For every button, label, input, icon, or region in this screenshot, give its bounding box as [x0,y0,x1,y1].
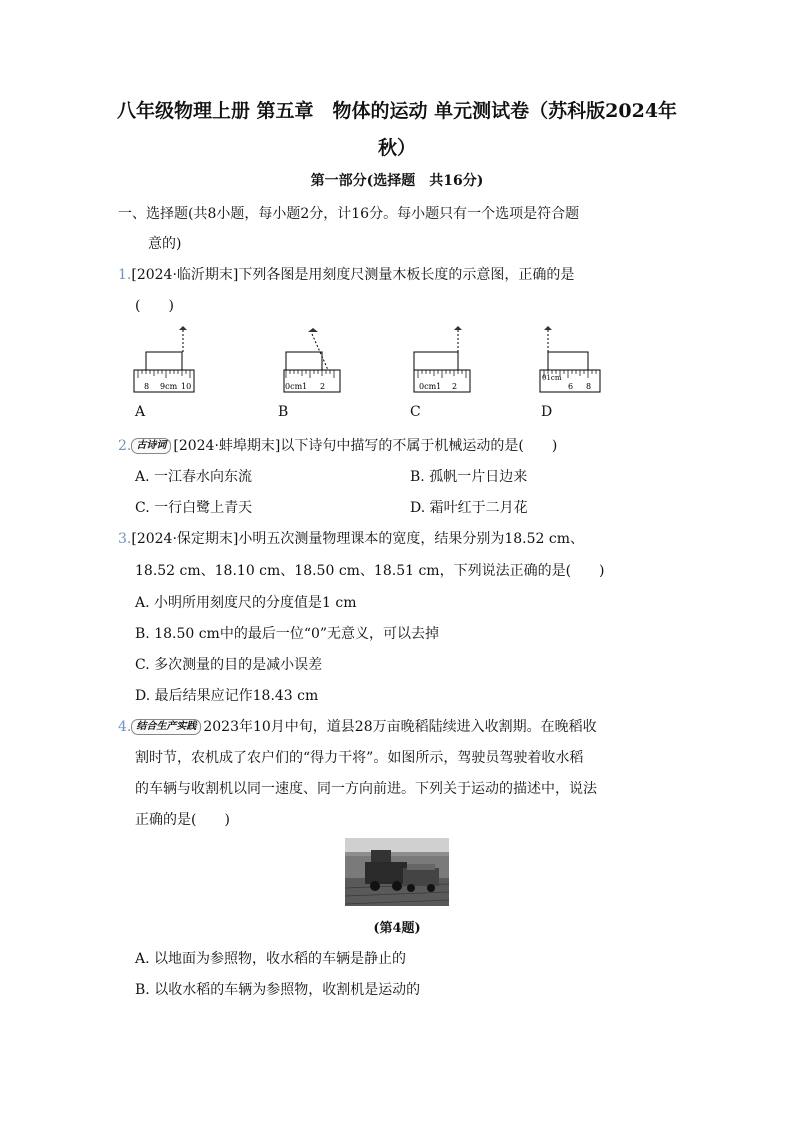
question-number: 1. [118,267,132,283]
eye-icon [179,326,187,330]
question-4-cont: 正确的是( ) [135,812,230,828]
option-c: C. 一行白鹭上青天 [135,500,253,516]
question-text: [2024·保定期末]小明五次测量物理课本的宽度，结果分别为18.52 cm、 [131,531,585,547]
option-a: A. 小明所用刻度尺的分度值是1 cm [135,595,357,611]
option-b: B. 以收水稻的车辆为参照物，收割机是运动的 [135,982,421,998]
ruler-figure-d [540,326,600,392]
figure-choice-c: C [410,404,421,420]
ruler-label: 6 [568,382,574,391]
tag-badge: 古诗词 [131,438,171,454]
option-a: A. 以地面为参照物，收水稻的车辆是静止的 [135,951,407,967]
option-d: D. 霜叶红于二月花 [410,500,528,516]
figure-choice-b: B [278,404,289,420]
ruler-figures [128,322,708,398]
question-4 [118,716,597,736]
question-3-cont: 18.52 cm、18.10 cm、18.50 cm、18.51 cm，下列说法正确的是( ) [135,563,605,579]
document-title-line1: 八年级物理上册 第五章 物体的运动 单元测试卷（苏科版2024年 [116,100,678,122]
ruler-figure-c [414,326,470,392]
ruler-label: 8 [586,382,592,391]
document-title-line2: 秋） [377,137,416,159]
question-text: [2024·蚌埠期末]以下诗句中描写的不属于机械运动的是( ) [173,438,558,454]
ruler-figure-a [134,326,194,392]
question-text: 2023年10月中旬，道县28万亩晚稻陆续进入收割期。在晚稻收 [203,719,597,735]
ruler-label: 01cm [542,374,562,382]
option-a: A. 一江春水向东流 [135,469,253,485]
question-2 [118,435,557,455]
answer-paren: ( ) [135,298,174,314]
question-3 [118,528,584,548]
ruler-label: 2 [452,382,458,391]
section-heading-cont: 意的) [148,236,182,252]
ruler-label: 9cm [160,382,178,391]
question-number: 2. [118,438,132,454]
section-heading: 一、选择题(共8小题，每小题2分，计16分。每小题只有一个选项是符合题 [118,206,580,222]
eye-icon [544,326,552,330]
part-heading: 第一部分(选择题 共16分) [310,173,484,189]
option-b: B. 18.50 cm中的最后一位“0”无意义，可以去掉 [135,626,440,642]
harvest-photo [345,838,449,906]
question-text: [2024·临沂期末]下列各图是用刻度尺测量木板长度的示意图，正确的是 [131,267,575,283]
tag-badge: 结合生产实践 [131,719,201,735]
option-c: C. 多次测量的目的是减小误差 [135,657,323,673]
question-4-cont: 的车辆与收割机以同一速度、同一方向前进。下列关于运动的描述中，说法 [135,781,597,797]
ruler-label: 10 [181,382,192,391]
figure-caption: (第4题) [373,921,421,936]
question-number: 3. [118,531,132,547]
question-1 [118,264,574,284]
ruler-label: 8 [144,382,150,391]
eye-icon [454,326,462,330]
question-4-cont: 割时节，农机成了农户们的“得力干将”。如图所示，驾驶员驾驶着收水稻 [135,750,584,766]
figure-choice-d: D [541,404,553,420]
ruler-figure-b [284,328,340,392]
option-b: B. 孤帆一片日边来 [410,469,528,485]
ruler-label: 2 [320,382,326,391]
eye-icon [308,328,318,332]
figure-choice-a: A [135,404,146,420]
ruler-label: 0cm1 [285,382,308,391]
question-number: 4. [118,719,132,735]
ruler-label: 0cm1 [419,382,442,391]
option-d: D. 最后结果应记作18.43 cm [135,688,319,704]
